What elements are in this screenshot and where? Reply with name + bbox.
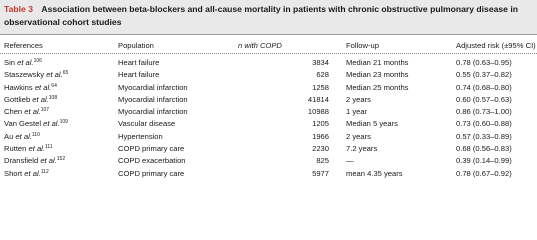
- cell-adjusted-risk: 0.78 (0.67–0.92): [456, 168, 512, 178]
- et-al: et al.: [17, 58, 34, 67]
- reference-number: 109: [59, 119, 68, 126]
- et-al: et al.: [15, 131, 32, 141]
- table-title: Association between beta-blockers and all-cause mortality in patients with chronic obstructive pulmonary disease in observational cohort studies: [4, 4, 518, 27]
- et-al: et al.: [40, 156, 57, 166]
- table-body: [0, 53, 537, 180]
- author-name: Staszewsky: [4, 70, 45, 80]
- cell-reference: [0, 155, 114, 167]
- cell-reference: [0, 118, 114, 130]
- author-name: Short: [4, 168, 23, 178]
- cell-n-with-copd: 1258: [312, 82, 329, 92]
- cell-follow-up: Median 23 months: [346, 70, 409, 80]
- col-references-header: References: [4, 40, 43, 50]
- cell-adjusted-risk: 0.68 (0.56–0.83): [456, 144, 512, 154]
- table-row: [0, 143, 537, 155]
- cell-adjusted-risk: 0.78 (0.63–0.95): [456, 58, 512, 67]
- mortality-table: [0, 37, 537, 180]
- cell-follow-up: mean 4.35 years: [346, 168, 403, 178]
- cell-reference: [0, 168, 114, 180]
- cell-reference: [0, 106, 114, 118]
- reference-number: 152: [56, 156, 66, 163]
- col-follow-up-header: Follow-up: [346, 40, 379, 50]
- top-rule: [0, 34, 537, 35]
- table-row: [0, 53, 537, 69]
- et-al: et al.: [24, 168, 41, 178]
- cell-population: Heart failure: [118, 70, 160, 80]
- cell-n-with-copd: 5977: [312, 168, 329, 178]
- table-row: [0, 94, 537, 106]
- cell-reference: [0, 131, 114, 143]
- reference-number: 107: [40, 107, 50, 114]
- reference-number: 64: [51, 82, 57, 89]
- et-al: et al.: [34, 82, 52, 92]
- author-name: Hawkins: [4, 82, 33, 92]
- cell-reference: [0, 143, 114, 155]
- n-with-copd-label: n with COPD: [238, 40, 282, 50]
- cell-population: COPD exacerbation: [118, 156, 186, 166]
- reference-number: 108: [48, 94, 58, 101]
- cell-adjusted-risk: 0.39 (0.14–0.99): [456, 156, 512, 166]
- table-row: [0, 168, 537, 180]
- reference-number: 112: [40, 168, 49, 175]
- cell-n-with-copd: 825: [316, 156, 329, 166]
- cell-reference: [0, 69, 114, 81]
- author-name: Au: [4, 131, 14, 141]
- cell-population: Vascular disease: [118, 119, 176, 129]
- table-number: Table 3: [4, 4, 33, 14]
- cell-reference: [0, 94, 114, 106]
- cell-n-with-copd: 1966: [312, 131, 329, 141]
- et-al: et al.: [46, 70, 63, 80]
- cell-adjusted-risk: 0.60 (0.57–0.63): [456, 94, 512, 104]
- cell-follow-up: Median 5 years: [346, 119, 398, 129]
- cell-population: COPD primary care: [118, 144, 185, 154]
- cell-population: Hypertension: [118, 131, 163, 141]
- table-caption: [0, 0, 537, 34]
- reference-number: 111: [44, 144, 53, 151]
- col-adjusted-risk-header: Adjusted risk (±95% CI): [456, 40, 536, 50]
- cell-n-with-copd: 1205: [312, 119, 329, 129]
- table-row: [0, 118, 537, 130]
- table-row: [0, 131, 537, 143]
- table-header-row: [0, 37, 537, 53]
- cell-follow-up: 7.2 years: [346, 144, 378, 154]
- author-name: Rutten: [4, 144, 27, 154]
- cell-population: COPD primary care: [118, 168, 185, 178]
- cell-follow-up: 1 year: [346, 107, 368, 117]
- cell-n-with-copd: 628: [316, 70, 329, 80]
- cell-population: Myocardial infarction: [118, 82, 188, 92]
- cell-follow-up: 2 years: [346, 131, 371, 141]
- cell-follow-up: 2 years: [346, 94, 371, 104]
- cell-adjusted-risk: 0.55 (0.37–0.82): [456, 70, 512, 80]
- table-row: [0, 155, 537, 167]
- author-name: Van Gestel: [4, 119, 42, 129]
- col-n-with-copd-header: [234, 37, 342, 53]
- cell-adjusted-risk: 0.74 (0.68–0.80): [456, 82, 512, 92]
- et-al: et al.: [43, 119, 60, 129]
- cell-follow-up: Median 25 months: [346, 82, 409, 92]
- cell-n-with-copd: 10988: [307, 107, 329, 117]
- reference-number: 65: [62, 70, 69, 77]
- cell-follow-up: Median 21 months: [346, 58, 409, 67]
- cell-population: Myocardial infarction: [118, 107, 188, 117]
- cell-n-with-copd: 2230: [312, 144, 329, 154]
- cell-reference: [0, 53, 114, 69]
- reference-number: 106: [33, 58, 42, 64]
- reference-number: 110: [31, 131, 40, 138]
- cell-adjusted-risk: 0.86 (0.73–1.00): [456, 107, 512, 117]
- et-al: et al.: [24, 107, 41, 117]
- cell-follow-up: —: [346, 156, 354, 166]
- author-name: Sin: [4, 58, 15, 67]
- cell-population: Myocardial infarction: [118, 94, 188, 104]
- table-row: [0, 69, 537, 81]
- author-name: Dransfield: [4, 156, 39, 166]
- table-row: [0, 82, 537, 94]
- cell-adjusted-risk: 0.57 (0.33–0.89): [456, 131, 512, 141]
- cell-n-with-copd: 3834: [312, 58, 329, 67]
- author-name: Chen: [4, 107, 23, 117]
- author-name: Gottlieb: [4, 94, 31, 104]
- et-al: et al.: [32, 94, 49, 104]
- table-row: [0, 106, 537, 118]
- cell-adjusted-risk: 0.73 (0.60–0.88): [456, 119, 512, 129]
- cell-reference: [0, 82, 114, 94]
- cell-population: Heart failure: [118, 58, 160, 67]
- col-population-header: Population: [118, 40, 154, 50]
- cell-n-with-copd: 41814: [307, 94, 329, 104]
- et-al: et al.: [28, 144, 45, 154]
